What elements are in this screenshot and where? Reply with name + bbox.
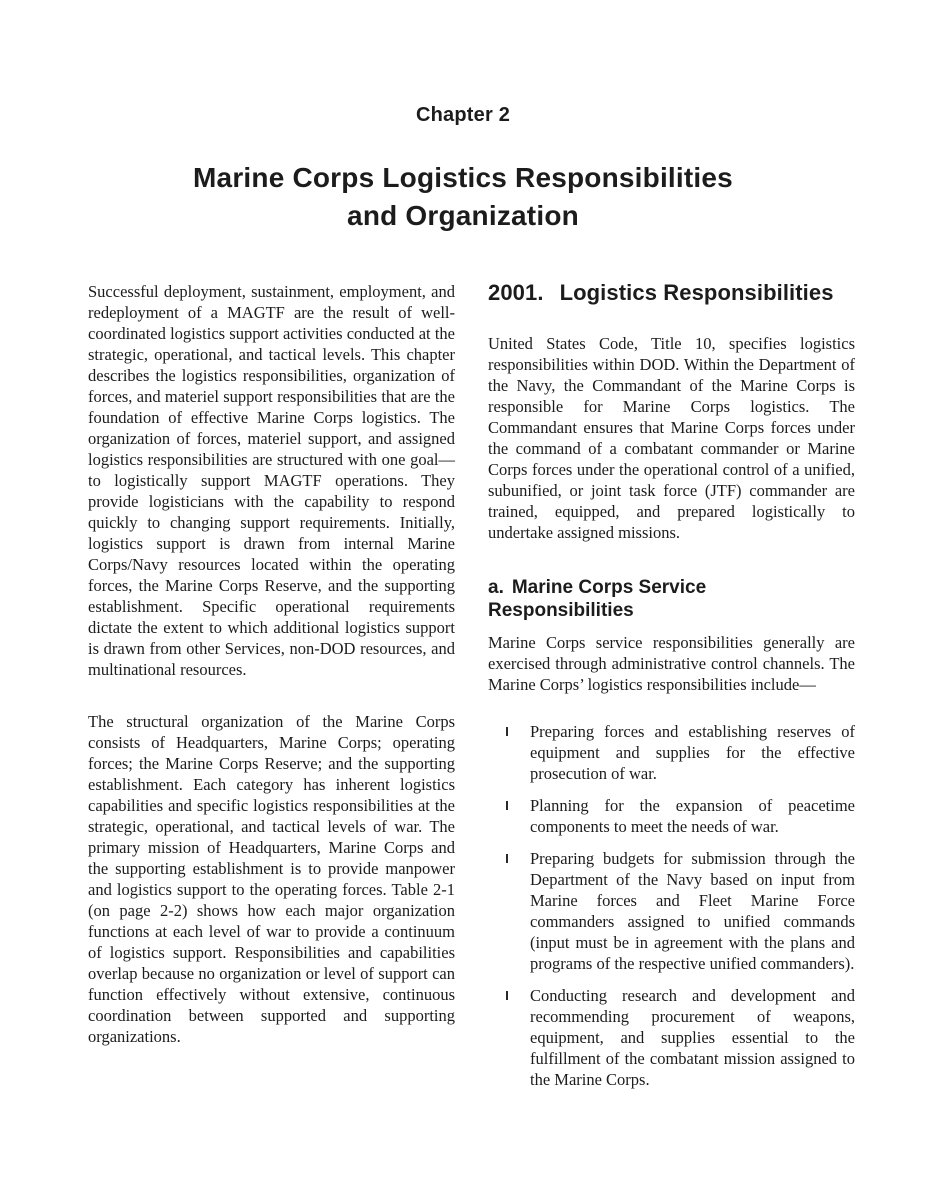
- bullet-bar-icon: [506, 727, 508, 736]
- right-column: [488, 281, 855, 1101]
- page-title-line-1: Marine Corps Logistics Responsibilities: [193, 162, 733, 193]
- list-item: [488, 795, 855, 837]
- chapter-label: Chapter 2: [415, 104, 511, 126]
- list-item: [488, 985, 855, 1090]
- list-item: [488, 848, 855, 974]
- responsibilities-bullet-list: [488, 721, 855, 1090]
- page-title: [0, 159, 926, 235]
- bullet-bar-icon: [506, 991, 508, 1000]
- page-title-line-2: and Organization: [347, 200, 579, 231]
- section-number: 2001.: [488, 280, 544, 305]
- bullet-bar-icon: [506, 854, 508, 863]
- two-column-layout: [88, 281, 855, 1101]
- section-intro-paragraph: United States Code, Title 10, specifies logistics responsibilities within DOD. Within the Department of the Navy, the Commandant of the Marine Corps is responsible for Marine Corps logistics. The Commandant ensures that Marine Corps forces under the command of a combatant commander or Marine Corps forces under the operational control of a unified, subunified, or joint task force (JTF) commander are trained, equipped, and prepared logistically to undertake assigned missions.: [488, 334, 855, 542]
- section-title: Logistics Responsibilities: [559, 280, 834, 305]
- subsection-label: a.: [488, 577, 504, 598]
- section-heading-2001: [488, 281, 855, 305]
- bullet-item-text: Preparing forces and establishing reserves of equipment and supplies for the effective prosecution of war.: [530, 722, 855, 783]
- subsection-heading-a: [488, 576, 855, 622]
- left-paragraph-2: The structural organization of the Marine Corps consists of Headquarters, Marine Corps; operating forces; the Marine Corps Reserve; and the supporting establishment. Each category has inherent logistics capabilities and specific logistics responsibilities at the strategic, operational, and tactical levels of war. The primary mission of Headquarters, Marine Corps and the supporting establishment is to provide manpower and logistics support to the operating forces. Table 2-1 (on page 2-2) shows how each major organization functions at each level of war to provide a continuum of logistics support. Responsibilities and capabilities overlap because no organization or level of support can function effectively without extensive, continuous coordination between supported and supporting organizations.: [88, 712, 455, 1046]
- subsection-paragraph: Marine Corps service responsibilities generally are exercised through administrative control channels. The Marine Corps’ logistics responsibilities include—: [488, 633, 855, 694]
- bullet-item-text: Planning for the expansion of peacetime components to meet the needs of war.: [530, 796, 855, 836]
- bullet-item-text: Conducting research and development and recommending procurement of weapons, equipment, and supplies essential to the fulfillment of the combatant mission assigned to the Marine Corps.: [530, 986, 855, 1089]
- left-column: [88, 281, 455, 1101]
- bullet-item-text: Preparing budgets for submission through the Department of the Navy based on input from Marine forces and Fleet Marine Force commanders assigned to unified commands (input must be in agreement with the plans and programs of the respective unified commanders).: [530, 849, 855, 973]
- left-paragraph-1: Successful deployment, sustainment, employment, and redeployment of a MAGTF are the result of well-coordinated logistics support activities conducted at the strategic, operational, and tactical levels. This chapter describes the logistics responsibilities, organization of forces, and materiel support responsibilities that are the foundation of effective Marine Corps logistics. The organization of forces, materiel support, and assigned logistics responsibilities are structured with one goal—to logistically support MAGTF operations. They provide logisticians with the capability to respond quickly to changing support requirements. Initially, logistics support is drawn from internal Marine Corps/Navy resources located within the operating forces, the Marine Corps Reserve, and the supporting establishment. Specific operational requirements dictate the extent to which additional logistics support is drawn from other Services, non-DOD resources, and multinational resources.: [88, 282, 455, 679]
- bullet-bar-icon: [506, 801, 508, 810]
- list-item: [488, 721, 855, 784]
- subsection-title: Marine Corps Service Responsibilities: [488, 577, 707, 621]
